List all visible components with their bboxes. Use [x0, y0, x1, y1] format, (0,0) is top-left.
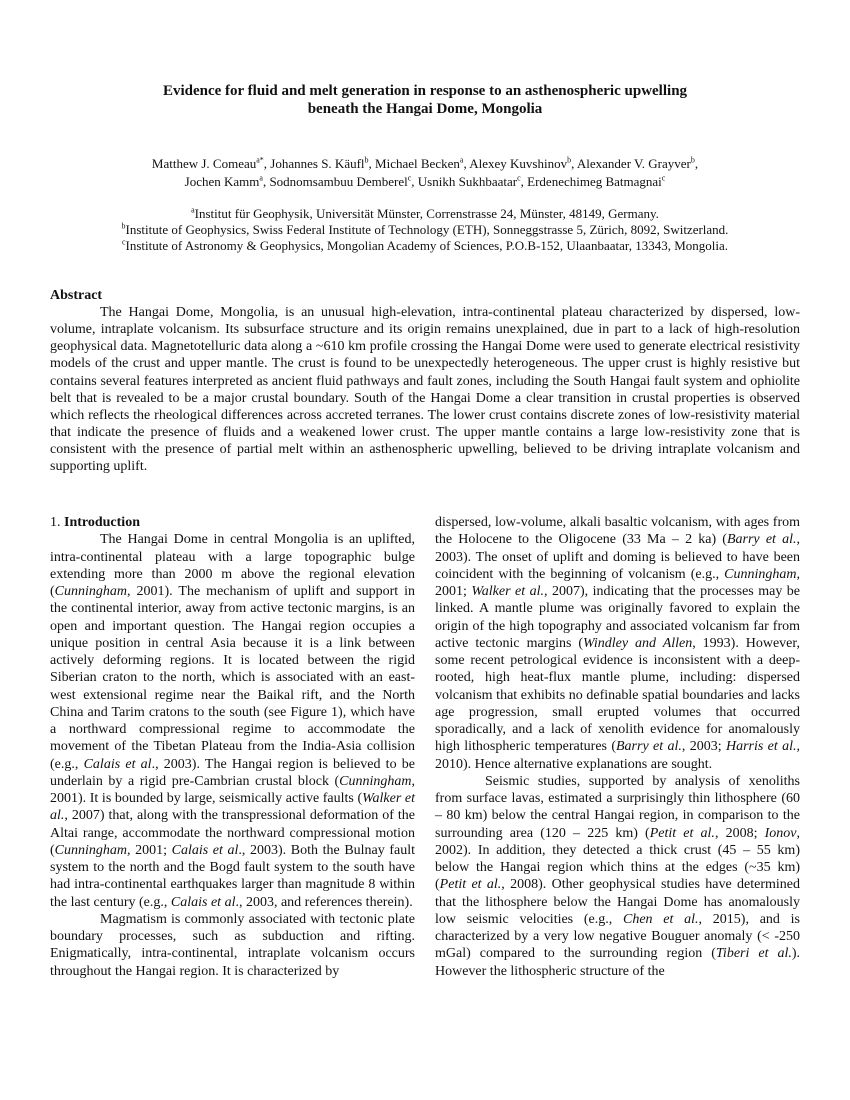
text-run: ., 2003). The Hangai region is believed to be underlain by a rigid pre-Cambrian crustal block ( — [50, 756, 415, 789]
citation: Calais et al — [170, 894, 236, 910]
text-run: ., 2003). Both the Bulnay fault system to the north and the Bogd fault system to the south have had intra-continental earthquakes larger than magnitude 8 within the last century (e.g., — [50, 842, 416, 910]
text-run: , 2003). The onset of uplift and doming is believed to have been coincident with the beginning of volcanism (e.g., — [435, 532, 800, 582]
citation: Cunningham, — [724, 566, 800, 582]
text-run: , 2015), and is characterized by a very low negative Bouguer anomaly (< -250 mGal) compared to the surrounding region ( — [435, 911, 800, 962]
author-name: Sodnomsambuu Demberel — [269, 174, 408, 189]
affiliation-mark: c — [121, 237, 126, 247]
citation: Petit et al. — [649, 825, 715, 841]
citation: Walker et al., — [471, 584, 548, 599]
citation: Tiberi et al. — [715, 946, 792, 962]
affiliation-text: Institute of Astronomy & Geophysics, Mongolian Academy of Sciences, P.O.B-152, Ulaanbaatar, 13343, Mongolia. — [125, 238, 728, 253]
author-affil-mark: a — [259, 173, 263, 183]
affiliation-mark: a — [191, 205, 195, 215]
section-heading-introduction — [50, 514, 415, 531]
abstract-heading: Abstract — [50, 288, 103, 303]
text-run: , 2002). In addition, they detected a thick crust (45 – 55 km) below the Hangai region which thins at the edges (~35 km) ( — [435, 825, 801, 893]
text-run: Seismic studies, supported by analysis of xenoliths from surface lavas, estimated a surprisingly thin lithosphere (60 – 80 km) below the central Hangai region, in comparison to the surrounding area (120 – 225 km) ( — [435, 773, 800, 841]
title-line-1: Evidence for fluid and melt generation in response to an asthenospheric upwelling — [162, 83, 688, 99]
citation: Windley and Allen — [583, 635, 693, 651]
author-name: Erdenechimeg Batmagnai — [527, 174, 662, 189]
citation: Calais et al — [171, 842, 239, 858]
affiliation-b — [50, 222, 800, 238]
intro-paragraph-2: Magmatism is commonly associated with tectonic plate boundary processes, such as subduction and rifting. Enigmatically, intra-continental, intraplate volcanism occurs throughout the Hangai region. It is characterized by — [50, 911, 415, 979]
author-line-2: Jochen Kamm$^a$, Sodnomsambuu Demberel$^c$, Usnikh Sukhbaatar$^c$, Erdenechimeg Batmagnai$^c$ — [184, 173, 666, 189]
author-affil-mark: c — [407, 173, 412, 183]
citation: Cunningham — [339, 773, 412, 789]
section-title: Introduction — [64, 515, 140, 530]
affiliation-a — [50, 206, 800, 222]
text-run: , 2003; — [681, 739, 726, 755]
affiliation-c — [50, 238, 800, 254]
citation: Cunningham, — [54, 842, 131, 858]
text-run: The Hangai Dome in central Mongolia is an uplifted, intra-continental plateau with a large topographic bulge extending more than 2000 m above the regional elevation ( — [50, 532, 415, 599]
affiliation-text: Institut für Geophysik, Universität Münster, Correnstrasse 24, Münster, 48149, Germany. — [194, 206, 659, 221]
author-name: Matthew J. Comeau — [151, 156, 257, 171]
citation: Calais et al — [83, 756, 152, 772]
paper-title — [60, 82, 790, 118]
author-line-1: Matthew J. Comeau$^{a*}$, Johannes S. Käufl$^b$, Michael Becken$^a$, Alexey Kuvshinov$^b$, Alexander V. Grayver$^b$, — [151, 155, 699, 171]
citation: Walker et al. — [50, 791, 415, 824]
author-name: Alexander V. Grayver — [576, 156, 691, 171]
author-affil-mark: b — [690, 155, 695, 165]
citation: Cunningham — [54, 584, 128, 599]
author-name: Usnikh Sukhbaatar — [417, 174, 518, 189]
author-list — [60, 155, 790, 191]
intro-paragraph-2-continued — [435, 514, 800, 773]
citation: Chen et al. — [623, 911, 699, 927]
citation: Ionov — [764, 825, 797, 841]
citation: Harris et al. — [725, 739, 797, 755]
author-affil-mark: a — [459, 155, 464, 165]
text-run: , 2010). Hence alternative explanations are sought. — [435, 739, 800, 772]
author-affil-mark: b — [364, 155, 369, 165]
text-run: , 2008). Other geophysical studies have determined that the lithosphere below the Hangai Dome has anomalously low seismic velocities (e.g., — [435, 877, 800, 927]
intro-paragraph-3 — [435, 773, 800, 980]
text-run: , 2001). The mechanism of uplift and support in the continental interior, away from active tectonic margins, is an open and important question. The Hangai region occupies a unique position in central Asia because it is a link between actively deforming regions. It is located between the rigid Siberian craton to the north, which is associated with an east-west extensional regime near the Baikal rift, and the North China and Tarim cratons to the south (see Figure 1), which have a northward compressional regime to accommodate the movement of the Tibetan Plateau from the India-Asia collision (e.g., — [50, 584, 415, 772]
intro-paragraph-1 — [50, 531, 415, 911]
text-run: 2001; — [435, 584, 472, 599]
citation: Petit et al. — [439, 877, 502, 893]
affiliation-mark: b — [121, 221, 126, 231]
body-column-left — [50, 514, 415, 980]
author-affil-mark: a* — [256, 155, 264, 165]
text-run: ., 2003, and references therein). — [235, 894, 413, 910]
body-column-right — [435, 514, 800, 980]
author-name: Alexey Kuvshinov — [469, 156, 568, 171]
author-affil-mark: c — [517, 173, 521, 183]
citation: Barry et al. — [616, 739, 682, 755]
text-run: dispersed, low-volume, alkali basaltic volcanism, with ages from the Holocene to the Oligocene (33 Ma – 2 ka) ( — [435, 515, 800, 548]
author-name: Johannes S. Käufl — [270, 156, 365, 171]
author-affil-mark: b — [567, 155, 572, 165]
author-affil-mark: c — [661, 173, 666, 183]
text-run: , 2007) that, along with the transpressional deformation of the Altai range, accommodate the northward compressional motion ( — [50, 808, 415, 858]
abstract-body: The Hangai Dome, Mongolia, is an unusual high-elevation, intra-continental plateau characterized by dispersed, low-volume, intraplate volcanism. Its subsurface structure and its origin remains unexplained, due in part to a lack of high-resolution geophysical data. Magnetotelluric data along a ~610 km profile crossing the Hangai Dome were used to generate electrical resistivity models of the crust and upper mantle. The crust is found to be unexpectedly heterogeneous. The upper crust is highly resistive but contains several features interpreted as ancient fluid pathways and fault zones, including the South Hangai fault system and ophiolite belt that is revealed to be a major crustal boundary. South of the Hangai Dome a clear transition in crustal properties is observed which reflects the rheological differences across accreted terranes. The lower crust contains discrete zones of low-resistivity material that indicate the presence of fluids and a weakened lower crust. The upper mantle contains a large low-resistivity zone that is consistent with the presence of partial melt within an asthenospheric upwelling, believed to be driving intraplate volcanism and supporting uplift. — [50, 305, 800, 475]
title-line-2: beneath the Hangai Dome, Mongolia — [307, 101, 543, 117]
text-run: , 2001). It is bounded by large, seismically active faults ( — [50, 773, 415, 806]
affiliation-list — [50, 206, 800, 254]
citation: Barry et al. — [726, 532, 797, 548]
text-run: 2001; — [130, 842, 172, 858]
text-run: , 1993). However, some recent petrological evidence is inconsistent with a deep-rooted, high heat-flux mantle plume, including: dispersed volcanism that exhibits no definable spatial boundaries and lacks age progression, small erupted volumes that occurred sporadically, and a lack of xenolith evidence for anomalously high lithospheric temperatures ( — [435, 635, 801, 755]
text-run: ). However the lithospheric structure of the — [435, 946, 800, 979]
affiliation-text: Institute of Geophysics, Swiss Federal Institute of Technology (ETH), Sonneggstrasse 5, Zürich, 8092, Switzerland. — [125, 222, 729, 237]
text-run: 2007), indicating that the processes may be linked. A mantle plume was originally favored to explain the origin of the high topography and associated volcanism far from active tectonic margins ( — [435, 584, 801, 651]
author-name: Jochen Kamm — [184, 174, 260, 189]
section-number: 1. — [50, 515, 61, 530]
author-name: Michael Becken — [375, 156, 460, 171]
text-run: , 2008; — [714, 825, 765, 841]
